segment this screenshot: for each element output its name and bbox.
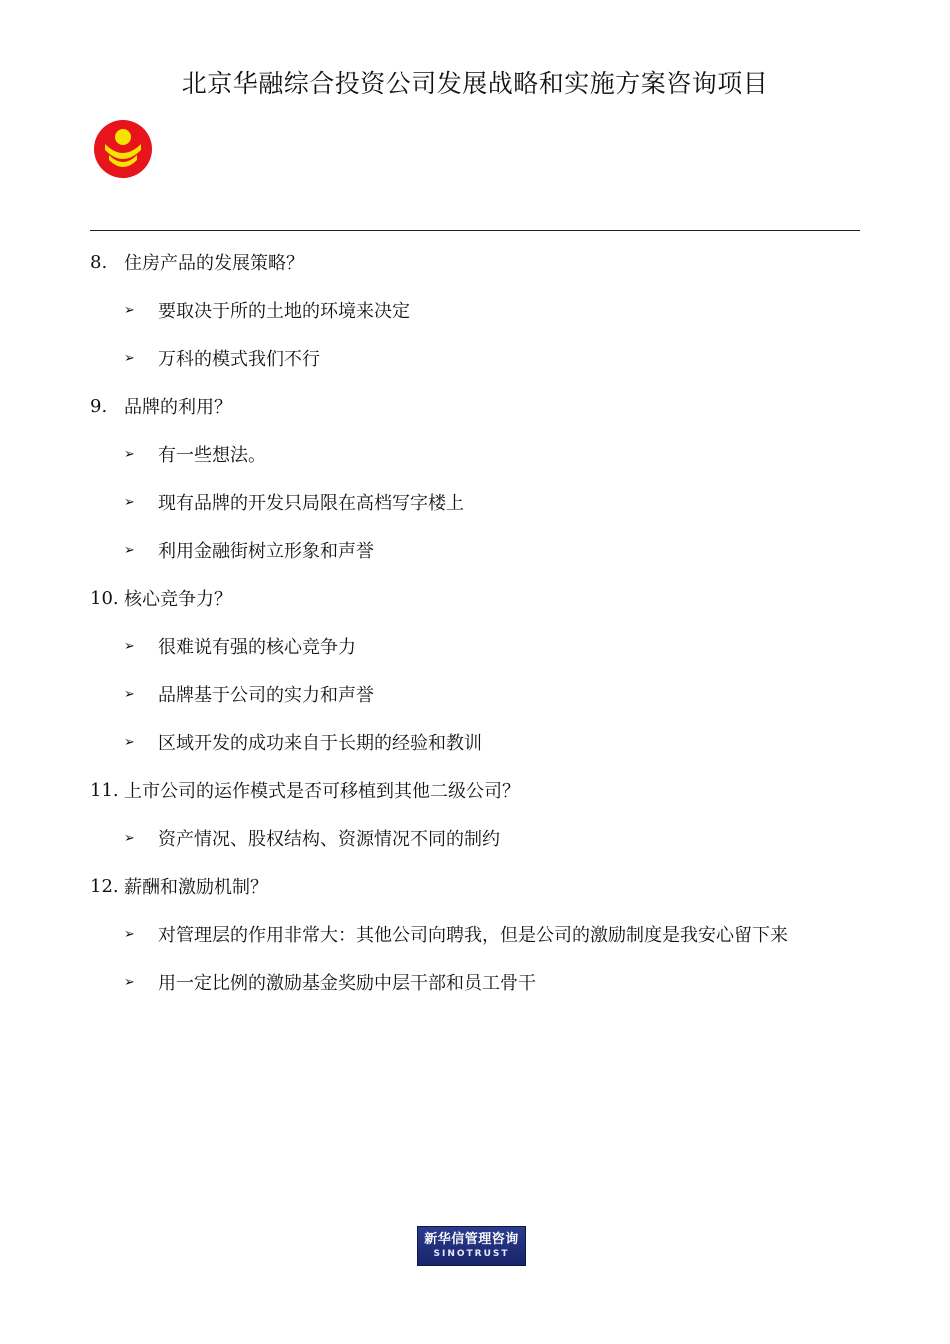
arrow-bullet-icon: ➢ (124, 830, 135, 846)
bullet-text: 品牌基于公司的实力和声誉 (158, 685, 374, 706)
qa-list (90, 238, 880, 1006)
bullet-item (90, 670, 880, 718)
question-text: 上市公司的运作模式是否可移植到其他二级公司？ (124, 781, 520, 802)
question-number: 9. (90, 395, 108, 417)
arrow-bullet-icon: ➢ (124, 926, 135, 942)
arrow-bullet-icon: ➢ (124, 446, 135, 462)
bullet-item (90, 334, 880, 382)
footer-logo-cn: 新华信管理咨询 (424, 1232, 519, 1247)
bullet-text: 很难说有强的核心竞争力 (158, 637, 356, 658)
question-number: 8. (90, 251, 108, 273)
bullet-text: 对管理层的作用非常大：其他公司向聘我，但是公司的激励制度是我安心留下来 (158, 925, 788, 946)
bullet-text: 区域开发的成功来自于长期的经验和教训 (158, 733, 482, 754)
arrow-bullet-icon: ➢ (124, 974, 135, 990)
bullet-item (90, 526, 880, 574)
question-item (90, 766, 880, 814)
document-title: 北京华融综合投资公司发展战略和实施方案咨询项目 (181, 69, 769, 98)
bullet-item (90, 718, 880, 766)
bullet-item (90, 958, 880, 1006)
bullet-text: 用一定比例的激励基金奖励中层干部和员工骨干 (158, 973, 536, 994)
question-number: 10. (90, 587, 119, 609)
bullet-item (90, 430, 880, 478)
bullet-text: 现有品牌的开发只局限在高档写字楼上 (158, 493, 464, 514)
question-number: 11. (90, 779, 119, 801)
arrow-bullet-icon: ➢ (124, 638, 135, 654)
bullet-item (90, 286, 880, 334)
question-text: 住房产品的发展策略？ (124, 253, 304, 274)
question-item (90, 382, 880, 430)
footer-logo-en: SINOTRUST (433, 1249, 510, 1259)
sinotrust-logo (417, 1226, 526, 1266)
bullet-text: 要取决于所的土地的环境来决定 (158, 301, 410, 322)
arrow-bullet-icon: ➢ (124, 494, 135, 510)
question-text: 薪酬和激励机制？ (124, 877, 268, 898)
huarong-logo-icon (92, 118, 154, 180)
question-text: 核心竞争力？ (124, 589, 232, 610)
question-text: 品牌的利用？ (124, 397, 232, 418)
bullet-text: 万科的模式我们不行 (158, 349, 320, 370)
question-item (90, 862, 880, 910)
arrow-bullet-icon: ➢ (124, 302, 135, 318)
bullet-item (90, 910, 880, 958)
bullet-text: 有一些想法。 (158, 445, 266, 466)
arrow-bullet-icon: ➢ (124, 542, 135, 558)
bullet-text: 利用金融街树立形象和声誉 (158, 541, 374, 562)
bullet-item (90, 622, 880, 670)
question-item (90, 238, 880, 286)
arrow-bullet-icon: ➢ (124, 686, 135, 702)
question-number: 12. (90, 875, 119, 897)
arrow-bullet-icon: ➢ (124, 734, 135, 750)
bullet-text: 资产情况、股权结构、资源情况不同的制约 (158, 829, 500, 850)
header-divider (90, 230, 860, 231)
bullet-item (90, 814, 880, 862)
bullet-item (90, 478, 880, 526)
question-item (90, 574, 880, 622)
arrow-bullet-icon: ➢ (124, 350, 135, 366)
